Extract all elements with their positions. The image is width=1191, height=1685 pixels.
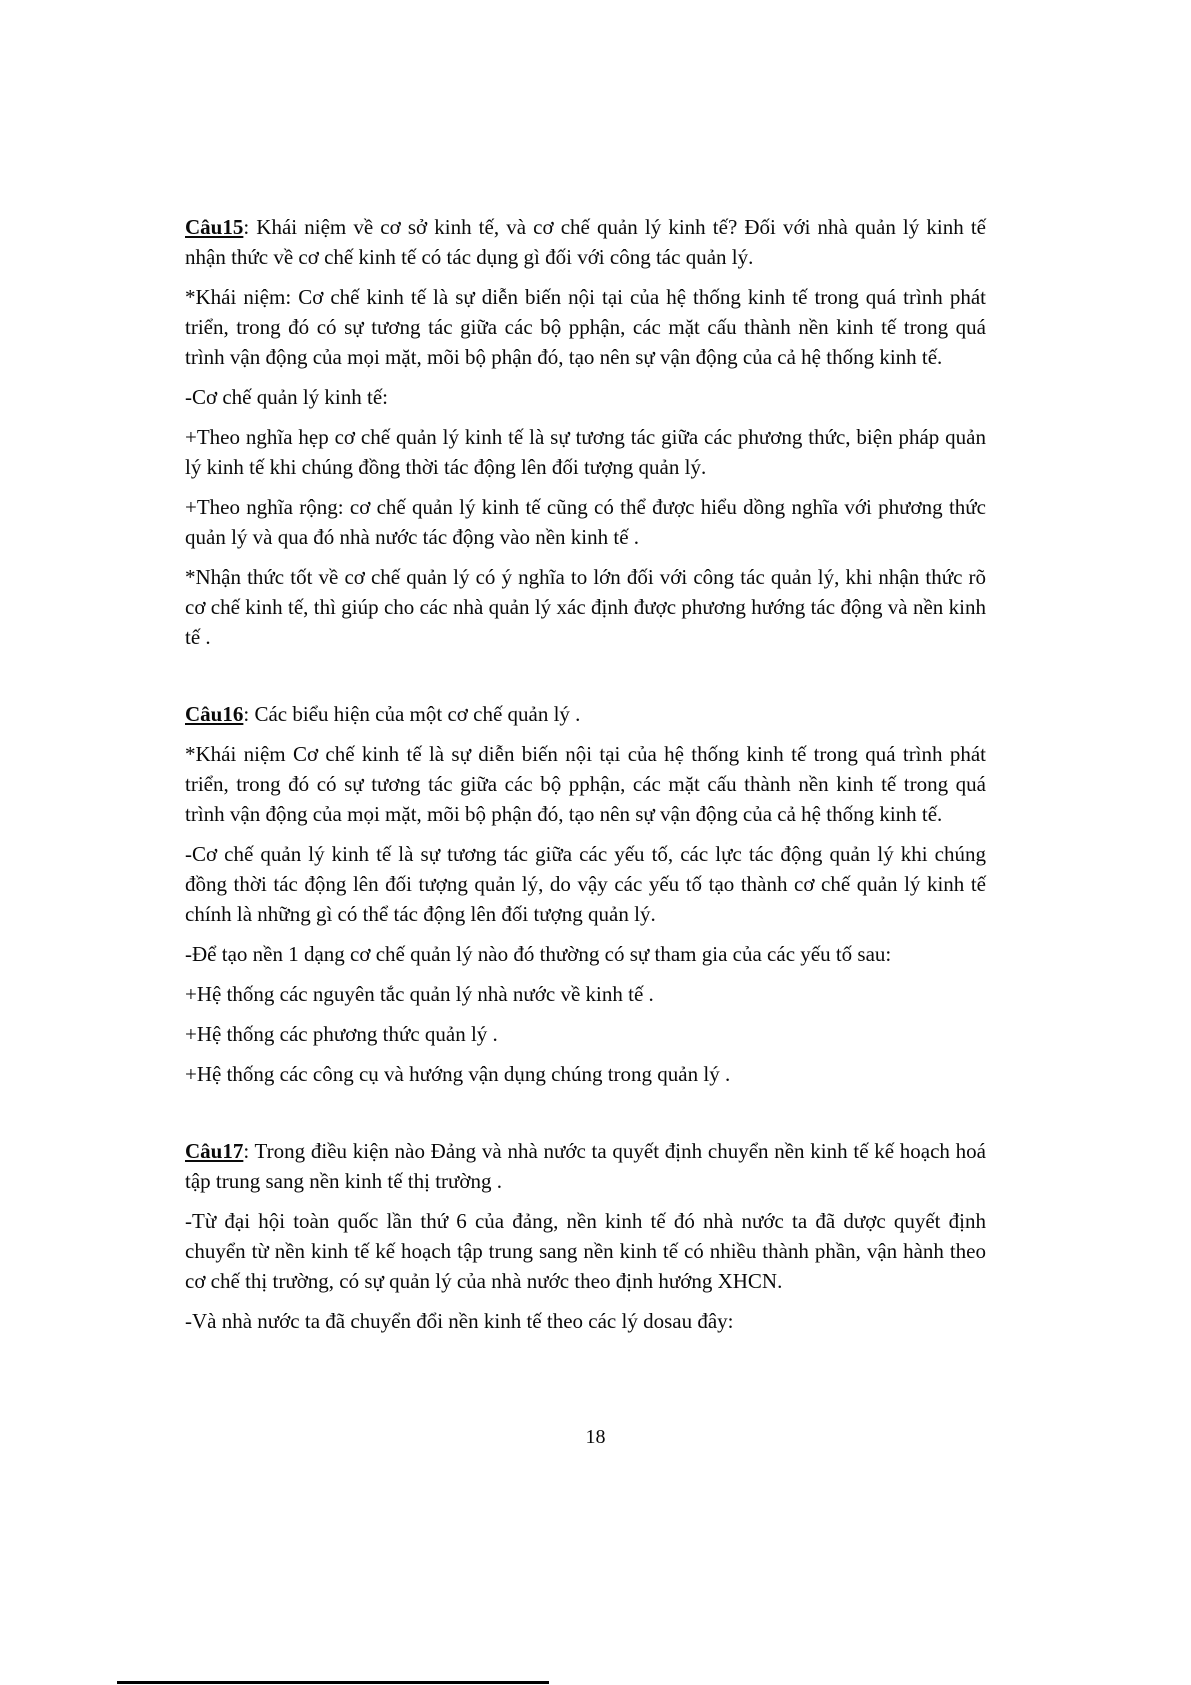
question-15-label: Câu15: [185, 215, 244, 239]
question-17-label: Câu17: [185, 1139, 244, 1163]
paragraph: [185, 282, 986, 372]
paragraph: [185, 422, 986, 482]
paragraph: [185, 1306, 986, 1336]
paragraph-text: -Từ đại hội toàn quốc lần thứ 6 của đảng, nền kinh tế đó nhà nước ta đã dược quyết định chuyển từ nền kinh tế kế hoạch tập trung sang nền kinh tế có nhiều thành phần, vận hành theo cơ chế thị trường, có sự quản lý của nhà nước theo định hướng XHCN.: [185, 1209, 986, 1293]
paragraph-text: -Và nhà nước ta đã chuyển đổi nền kinh tế theo các lý dosau đây:: [185, 1309, 734, 1333]
paragraph: [185, 1059, 986, 1089]
question-16-label: Câu16: [185, 702, 244, 726]
question-15-text: : Khái niệm về cơ sở kinh tế, và cơ chế quản lý kinh tế? Đối với nhà quản lý kinh tế nhận thức về cơ chế kinh tế có tác dụng gì đối với công tác quản lý.: [185, 215, 986, 269]
paragraph: [185, 1206, 986, 1296]
paragraph-text: *Nhận thức tốt về cơ chế quản lý có ý nghĩa to lớn đối với công tác quản lý, khi nhận thức rõ cơ chế kinh tế, thì giúp cho các nhà quản lý xác định được phương hướng tác động và nền kinh tế .: [185, 565, 986, 649]
paragraph: [185, 979, 986, 1009]
paragraph: [185, 1019, 986, 1049]
paragraph-text: *Khái niệm Cơ chế kinh tế là sự diễn biến nội tại của hệ thống kinh tế trong quá trình phát triển, trong đó có sự tương tác giữa các bộ pphận, các mặt cấu thành nền kinh tế trong quá trình vận động của mọi mặt, mõi bộ phận đó, tạo nên sự vận động của cả hệ thống kinh tế.: [185, 742, 986, 826]
paragraph-text: +Hệ thống các nguyên tắc quản lý nhà nước về kinh tế .: [185, 982, 654, 1006]
page-number: 18: [585, 1426, 606, 1448]
paragraph-text: +Hệ thống các phương thức quản lý .: [185, 1022, 498, 1046]
paragraph: [185, 382, 986, 412]
paragraph-text: -Để tạo nền 1 dạng cơ chế quản lý nào đó thường có sự tham gia của các yếu tố sau:: [185, 942, 892, 966]
paragraph-text: +Hệ thống các công cụ và hướng vận dụng chúng trong quản lý .: [185, 1062, 731, 1086]
paragraph-text: -Cơ chế quản lý kinh tế là sự tương tác giữa các yếu tố, các lực tác động quản lý khi chúng đồng thời tác động lên đối tượng quản lý, do vậy các yếu tố tạo thành cơ chế quản lý kinh tế chính là những gì có thể tác động lên đối tượng quản lý.: [185, 842, 986, 926]
paragraph: [185, 562, 986, 652]
paragraph-text: *Khái niệm: Cơ chế kinh tế là sự diễn biến nội tại của hệ thống kinh tế trong quá trình phát triển, trong đó có sự tương tác giữa các bộ pphận, các mặt cấu thành nền kinh tế trong quá trình vận động của mọi mặt, mõi bộ phận đó, tạo nên sự vận động của cả hệ thống kinh tế.: [185, 285, 986, 369]
paragraph-text: +Theo nghĩa hẹp cơ chế quản lý kinh tế là sự tương tác giữa các phương thức, biện pháp quản lý kinh tế khi chúng đồng thời tác động lên đối tượng quản lý.: [185, 425, 986, 479]
question-17-heading: [185, 1136, 986, 1196]
footer-rule: [117, 1681, 549, 1684]
question-16-heading: [185, 699, 986, 729]
question-17-text: : Trong điều kiện nào Đảng và nhà nước ta quyết định chuyển nền kinh tế kế hoạch hoá tập trung sang nền kinh tế thị trường .: [185, 1139, 986, 1193]
paragraph: [185, 939, 986, 969]
paragraph: [185, 839, 986, 929]
paragraph-text: -Cơ chế quản lý kinh tế:: [185, 385, 388, 409]
paragraph: [185, 739, 986, 829]
question-15-heading: [185, 212, 986, 272]
paragraph: [185, 492, 986, 552]
document-body: [185, 212, 986, 1346]
question-16-text: : Các biểu hiện của một cơ chế quản lý .: [243, 702, 581, 726]
paragraph-text: +Theo nghĩa rộng: cơ chế quản lý kinh tế cũng có thể được hiểu dồng nghĩa với phương thức quản lý và qua đó nhà nước tác động vào nền kinh tế .: [185, 495, 986, 549]
